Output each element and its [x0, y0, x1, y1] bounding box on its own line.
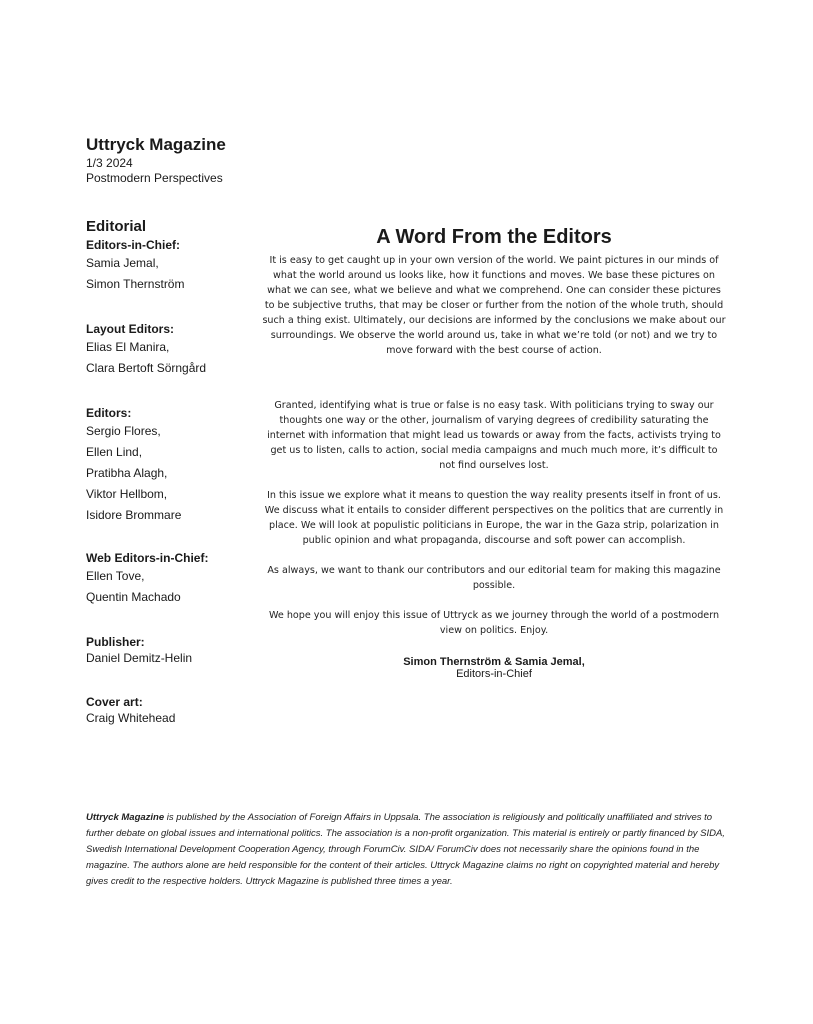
- article-title: A Word From the Editors: [376, 226, 612, 248]
- publication-footer: [86, 810, 726, 890]
- magazine-title: Uttryck Magazine: [86, 135, 226, 154]
- staff-name: Simon Thernström: [86, 277, 185, 291]
- editorial-sidebar: [86, 218, 266, 746]
- article-paragraph: In this issue we explore what it means to question the way reality presents itself in front of us. We discuss what it entails to consider different perspectives on the politics that are currently in place. We will look at populistic politicians in Europe, the war in the Gaza strip, polarization in public opinion and what propaganda, discourse and soft power can accomplish.: [264, 490, 724, 546]
- signature-names: Simon Thernström & Samia Jemal,: [403, 656, 585, 668]
- publisher-group: [86, 634, 266, 666]
- article-paragraph: As always, we want to thank our contributors and our editorial team for making this magazine possible.: [267, 565, 721, 591]
- group-label: Publisher:: [86, 635, 145, 649]
- issue-theme: Postmodern Perspectives: [86, 171, 223, 185]
- staff-name: Quentin Machado: [86, 590, 181, 604]
- editors-group: [86, 405, 266, 526]
- staff-name: Viktor Hellbom,: [86, 487, 168, 501]
- footer-text: is published by the Association of Foreign Affairs in Uppsala. The association is religiously and politically unaffiliated and strives to further debate on global issues and international politics. The association is a non-profit organization. This material is entirely or partly financed by SIDA, Swedish International Development Cooperation Agency, through ForumCiv. SIDA/ ForumCiv does not necessarily share the opinions found in the magazine. The authors alone are held responsible for the content of their articles. Uttryck Magazine claims no right on copyrighted material and hereby gives credit to the respective holders. Uttryck Magazine is published three times a year.: [86, 812, 725, 887]
- staff-name: Craig Whitehead: [86, 711, 176, 725]
- group-label: Web Editors-in-Chief:: [86, 551, 209, 565]
- group-label: Layout Editors:: [86, 322, 175, 336]
- article-paragraph: It is easy to get caught up in your own version of the world. We paint pictures in our minds of what the world around us looks like, how it functions and moves. We base these pictures on what we can see, what we believe and what we comprehend. One can consider these pictures to be subjective truths, that may be closer or further from the notion of the whole truth, should such a thing exist. Ultimately, our decisions are informed by the conclusions we make about our surroundings. We observe the world around us, take in what we’re told (or not) and we try to move forward with the best course of action.: [262, 255, 726, 356]
- staff-name: Pratibha Alagh,: [86, 466, 168, 480]
- staff-name: Clara Bertoft Sörngård: [86, 361, 207, 375]
- group-label: Editors-in-Chief:: [86, 238, 180, 252]
- staff-name: Daniel Demitz-Helin: [86, 651, 193, 665]
- web-editors-group: [86, 550, 266, 608]
- staff-name: Ellen Tove,: [86, 569, 145, 583]
- group-label: Cover art:: [86, 695, 143, 709]
- layout-editors-group: [86, 321, 266, 379]
- footer-magazine-name: Uttryck Magazine: [86, 812, 165, 823]
- staff-name: Isidore Brommare: [86, 508, 182, 522]
- issue-number: 1/3 2024: [86, 156, 133, 170]
- editors-in-chief-group: [86, 237, 266, 295]
- editorial-article: [262, 226, 726, 680]
- article-paragraph: Granted, identifying what is true or false is no easy task. With politicians trying to sway our thoughts one way or the other, journalism of varying degrees of credibility saturating the internet with information that might lead us towards or away from the facts, activists trying to get us to listen, calls to action, social media campaigns and much much more, it’s difficult to not find ourselves lost.: [267, 400, 721, 471]
- signature-role: Editors-in-Chief: [456, 668, 532, 680]
- staff-name: Sergio Flores,: [86, 424, 161, 438]
- article-paragraph: We hope you will enjoy this issue of Uttryck as we journey through the world of a postmodern view on politics. Enjoy.: [268, 610, 720, 636]
- editorial-heading: Editorial: [86, 218, 147, 235]
- staff-name: Elias El Manira,: [86, 340, 170, 354]
- staff-name: Ellen Lind,: [86, 445, 143, 459]
- group-label: Editors:: [86, 406, 132, 420]
- staff-name: Samia Jemal,: [86, 256, 159, 270]
- cover-art-group: [86, 694, 266, 726]
